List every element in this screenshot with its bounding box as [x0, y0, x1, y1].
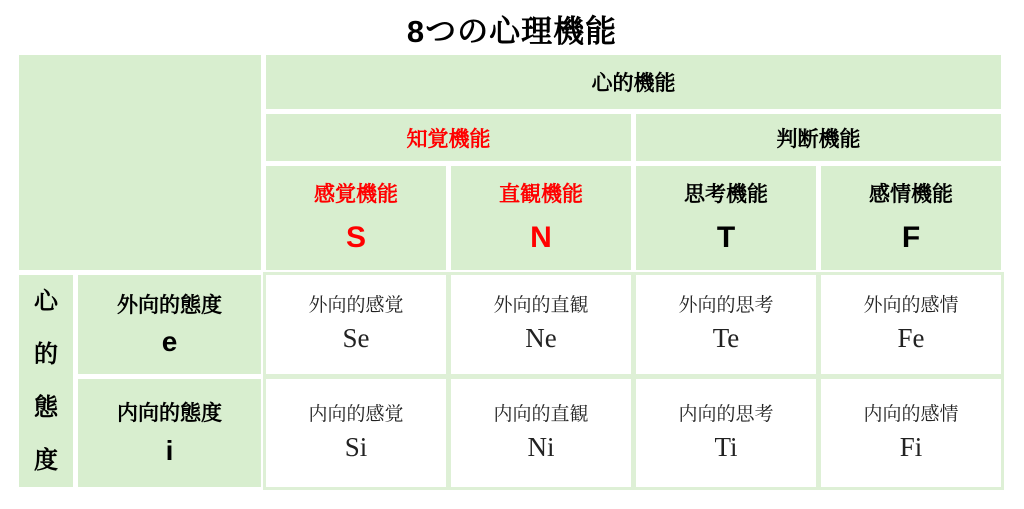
cell-ti: 内向的思考 Ti [636, 379, 816, 487]
column-letter-t: T [716, 221, 736, 255]
row-header-introverted [78, 379, 261, 487]
column-label-thinking: 思考機能 [684, 182, 768, 206]
cell-ne: 外向的直観 Ne [451, 275, 631, 374]
column-letter-s: S [345, 221, 366, 255]
cell-ni: 内向的直観 Ni [451, 379, 631, 487]
psych-functions-table [14, 50, 1006, 492]
page-title: 8つの心理機能 [406, 14, 618, 49]
judging-function-header: 判断機能 [636, 114, 1001, 161]
cell-se: 外向的感覚 Se [266, 275, 446, 374]
cell-te: 外向的思考 Te [636, 275, 816, 374]
mental-function-header: 心的機能 [266, 55, 1001, 109]
column-header-intuition [451, 166, 631, 270]
column-header-sensing [266, 166, 446, 270]
cell-fi: 内向的感情 Fi [821, 379, 1001, 487]
row-letter-e: e [161, 326, 178, 358]
column-header-thinking [636, 166, 816, 270]
cell-si: 内向的感覚 Si [266, 379, 446, 487]
column-label-sensing: 感覚機能 [314, 182, 398, 206]
column-header-feeling [821, 166, 1001, 270]
row-label-extraverted: 外向的態度 [117, 293, 222, 317]
perceiving-function-header: 知覚機能 [266, 114, 631, 161]
column-label-feeling: 感情機能 [869, 182, 953, 206]
attitude-header: 心的態度 [19, 275, 73, 487]
row-header-extraverted [78, 275, 261, 374]
column-letter-f: F [901, 221, 921, 255]
corner-blank-cell [19, 55, 261, 270]
column-label-intuition: 直観機能 [499, 182, 583, 206]
cell-fe: 外向的感情 Fe [821, 275, 1001, 374]
column-letter-n: N [530, 221, 552, 255]
row-letter-i: i [165, 434, 174, 466]
row-label-introverted: 内向的態度 [117, 402, 222, 426]
